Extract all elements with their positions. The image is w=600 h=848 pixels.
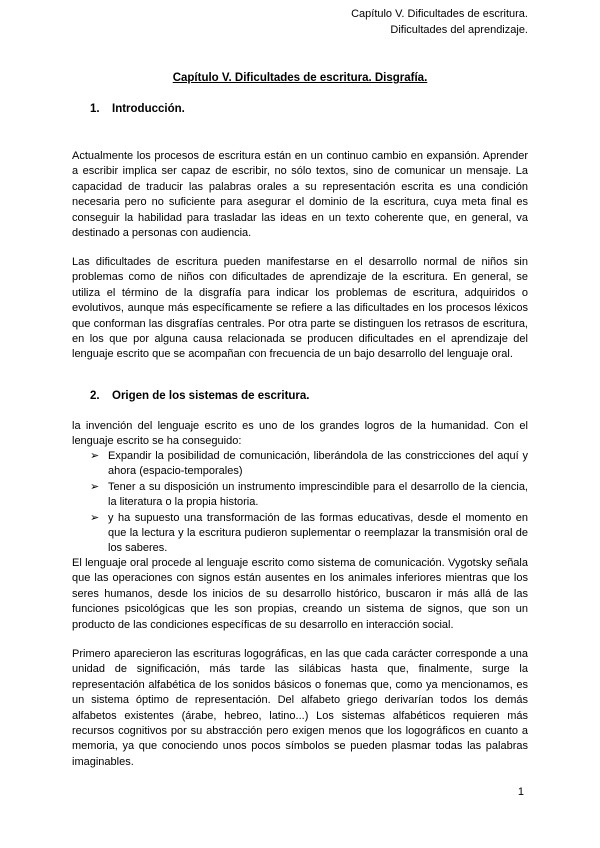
- list-item-text: Expandir la posibilidad de comunicación, liberándola de las constricciones del aquí y ahora (espacio-temporales): [108, 450, 528, 478]
- list-item: [90, 511, 528, 557]
- section-title: Origen de los sistemas de escritura.: [112, 390, 310, 402]
- arrow-bullet-icon: ➢: [90, 480, 100, 493]
- list-item: [90, 449, 528, 480]
- paragraph: la invención del lenguaje escrito es uno de los grandes logros de la humanidad. Con el lenguaje escrito se ha conseguido:: [72, 420, 528, 448]
- paragraph: Las dificultades de escritura pueden manifestarse en el desarrollo normal de niños sin problemas como de niños con dificultades de aprendizaje de la escritura. En general, se utiliza el término de la disgrafía para indicar los problemas de escritura, adquiridos o evolutivos, aunque más específicamente se refiere a las dificultades en los procesos léxicos que conforman las disgrafías centrales. Por otra parte se distinguen los retrasos de escritura, en los que por alguna causa relacionada se producen dificultades en el aprendizaje del lenguaje escrito que se acompañan con frecuencia de un bajo desarrollo del lenguaje oral.: [72, 256, 528, 361]
- page-number: 1: [517, 786, 524, 798]
- list-item-text: Tener a su disposición un instrumento imprescindible para el desarrollo de la ciencia, la literatura o la propia historia.: [108, 480, 528, 509]
- section-number: 2.: [90, 390, 100, 402]
- header-line-chapter: Capítulo V. Dificultades de escritura.: [351, 8, 528, 20]
- section-heading-introduccion: [90, 103, 185, 115]
- header-line-subject: Dificultades del aprendizaje.: [390, 24, 528, 36]
- paragraph: El lenguaje oral procede al lenguaje escrito como sistema de comunicación. Vygotsky señala que las operaciones con signos están ausentes en los animales inferiores mientras que los seres humanos, desde los inicios de su desarrollo histórico, buscaron ir más allá de las funciones psicológicas que les son propias, creando un sistema de signos, que son un producto de las condiciones específicas de su desarrollo en interacción social.: [72, 557, 528, 631]
- chapter-title: Capítulo V. Dificultades de escritura. Disgrafía.: [172, 72, 428, 84]
- paragraph: Actualmente los procesos de escritura están en un continuo cambio en expansión. Aprender a escribir implica ser capaz de escribir, no sólo textos, sino de comunicar un mensaje. La capacidad de traducir las palabras orales a su representación escrita es una condición necesaria pero no suficiente para asegurar el dominio de la escritura, cuya meta final es conseguir la habilidad para trasladar las ideas en un texto coherente que, en general, va destinado a personas con audiencia.: [72, 150, 528, 240]
- paragraph: Primero aparecieron las escrituras logográficas, en las que cada carácter corresponde a una unidad de significación, más tarde las silábicas hasta que, finalmente, surge la representación alfabética de los sonidos básicos o fonemas que, como ya mencionamos, es un sistema óptimo de representación. Del alfabeto griego derivarían todos los demás alfabetos existentes (árabe, hebreo, latino...) Los sistemas alfabéticos requieren más recursos cognitivos por su abstracción pero exigen menos que los logográficos en cuanto a memoria, ya que conociendo unos pocos símbolos se pueden plasmar todas las palabras imaginables.: [72, 648, 528, 768]
- section-title: Introducción.: [112, 103, 185, 115]
- bullet-list: [90, 449, 528, 557]
- list-item-text: y ha supuesto una transformación de las formas educativas, desde el momento en que la lectura y la escritura pudieron suplementar o reemplazar la transmisión oral de los saberes.: [108, 511, 528, 555]
- arrow-bullet-icon: ➢: [90, 450, 100, 462]
- section-number: 1.: [90, 103, 100, 115]
- section-heading-origen: [90, 390, 310, 402]
- running-header: [351, 6, 528, 38]
- list-item: [90, 480, 528, 511]
- arrow-bullet-icon: ➢: [90, 511, 100, 524]
